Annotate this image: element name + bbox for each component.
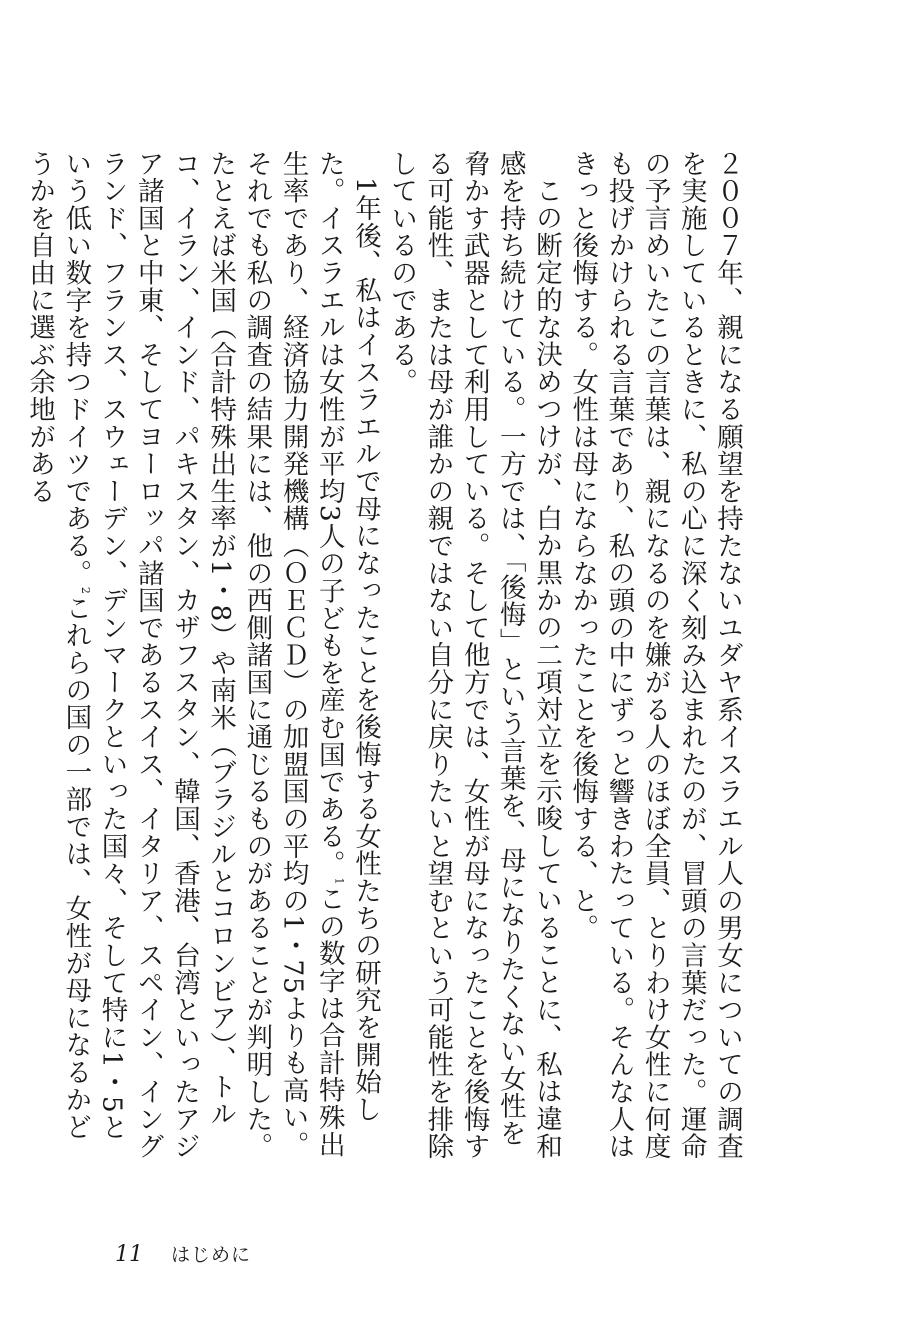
page-number: 11 [115,1242,143,1267]
paragraph-text: 1年後、私はイスラエルで母になったことを後悔する女性たちの研究を開始した。イスラエルは女性が平均3人の子どもを産む国である。 [313,150,381,1123]
paragraph [564,150,745,1165]
running-head: はじめに [171,1244,252,1266]
paragraph-text: ２００７年、親になる願望を持たないユダヤ系イスラエル人の男女についての調査を実施しているときに、私の心に深く刻み込まれたのが、冒頭の言葉だった。運命の予言めいたこの言葉は、親になるのを嫌がる人のほぼ全員、とりわけ女性に何度も投げかけられる言葉であり、私の頭の中にずっと響きわたっている。そんな人はきっと後悔する。女性は母にならなかったことを後悔する、と。 [567,150,743,1161]
body-text [24,150,745,1165]
footnote-marker[interactable]: 1 [332,877,346,886]
paragraph-text: この数字は合計特殊出生率であり、経済協力開発機構（ＯＥＣＤ）の加盟国の平均の1・75よりも高い。それでも私の調査の結果には、他の西側諸国に通じるものがあることが判明した。たとえば米国（合計特殊出生率が1・8）や南米（ブラジルとコロンビア）、トルコ、イラン、インド、パキスタン、カザフスタン、韓国、香港、台湾といったアジア諸国と中東、そしてヨーロッパ諸国であるスイス、イタリア、スペイン、イングランド、フランス、スウェーデン、デンマークといった国々、そして特に1・5という低い数字を持つドイツである。 [60,150,345,1161]
paragraph [383,150,564,1165]
paragraph-text: これらの国の一部では、女性が母になるかどうかを自由に選ぶ余地がある [24,150,92,1141]
paragraph-text: この断定的な決めつけが、白か黒かの二項対立を示唆していることに、私は違和感を持ち続けている。一方では、「後悔」という言葉を、母になりたくない女性を脅かす武器として利用している。そして他方では、女性が母になったことを後悔する可能性、または母が誰かの親ではない自分に戻りたいと望むという可能性を排除しているのである。 [386,150,562,1161]
page-footer [115,1240,251,1270]
footnote-marker[interactable]: 2 [79,586,93,595]
paragraph [21,150,383,1165]
